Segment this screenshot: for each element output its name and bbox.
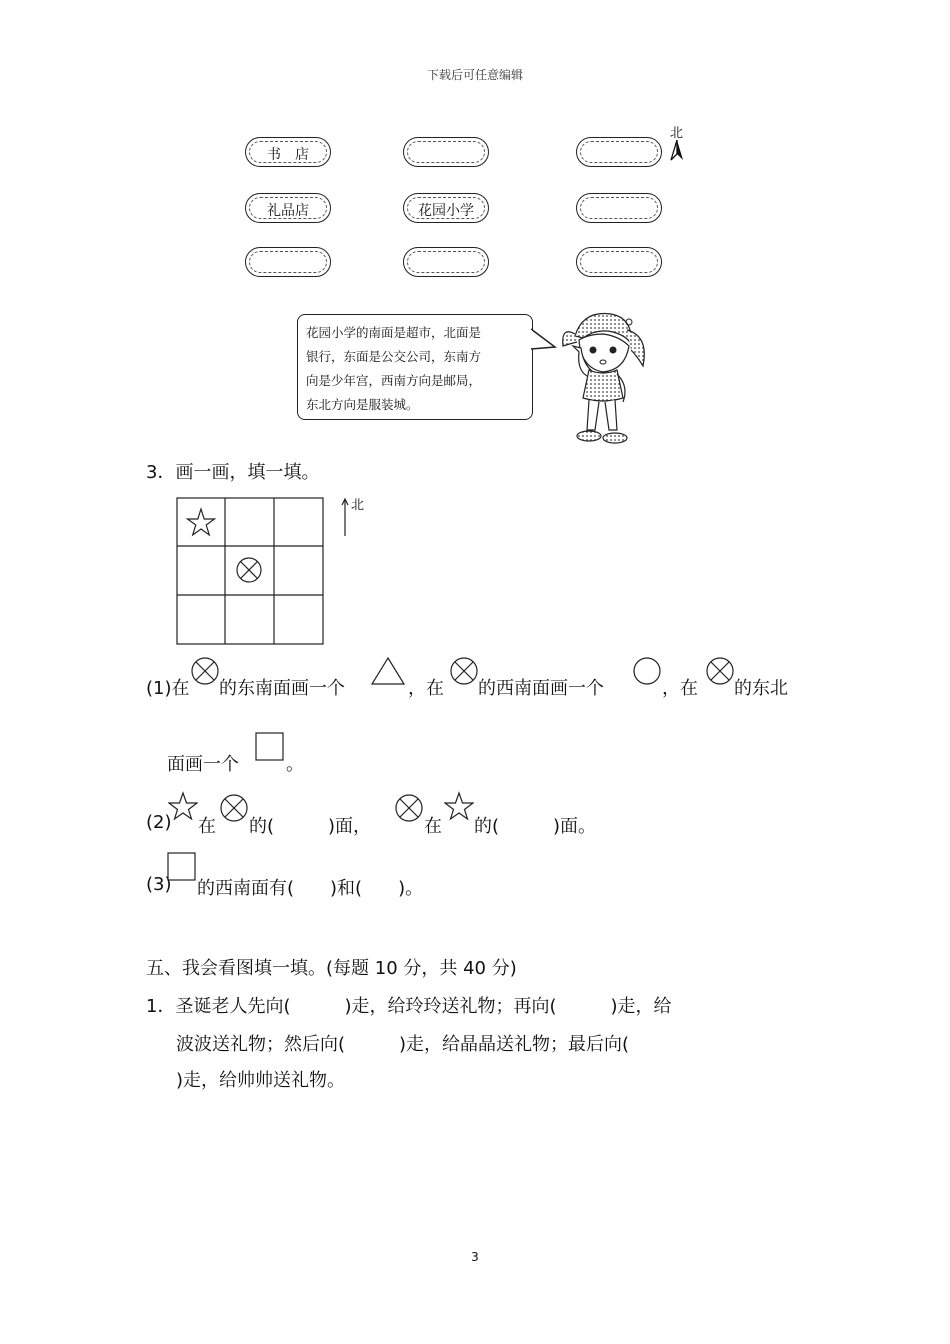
star-icon bbox=[168, 791, 198, 821]
q3-part1-text-c: ，在 bbox=[408, 678, 444, 699]
q3-part1-text-h: 。 bbox=[286, 754, 304, 775]
north-arrow-icon bbox=[669, 138, 685, 162]
q3-part1-text-b: 的东南面画一个 bbox=[219, 678, 345, 699]
bubble-line: 东北方向是服装城。 bbox=[306, 397, 419, 412]
section5-q1-line3: )走，给帅帅送礼物。 bbox=[176, 1070, 346, 1091]
map-cell-north bbox=[403, 137, 489, 167]
page-number: 3 bbox=[471, 1250, 479, 1264]
circled-cross-icon bbox=[705, 656, 735, 686]
map-cell-south bbox=[403, 247, 489, 277]
north-arrow-icon bbox=[340, 496, 350, 538]
triangle-icon bbox=[370, 656, 406, 686]
section5-title: 五、我会看图填一填。(每题 10 分，共 40 分) bbox=[146, 958, 517, 979]
map-cell-center bbox=[403, 193, 489, 223]
square-icon bbox=[167, 852, 197, 882]
map-cell-label: 书 店 bbox=[267, 147, 309, 163]
map-cell-northwest bbox=[245, 137, 331, 167]
page-header: 下载后可任意编辑 bbox=[426, 68, 523, 82]
star-icon bbox=[188, 509, 215, 535]
q3-title: 3．画一画，填一填。 bbox=[146, 462, 320, 483]
q3-grid bbox=[176, 497, 326, 647]
map-cell-southwest bbox=[245, 247, 331, 277]
q3-part2-text-b: 在 bbox=[198, 816, 216, 837]
bubble-line: 向是少年宫，西南方向是邮局， bbox=[306, 373, 482, 388]
q3-part2-text-a: (2) bbox=[146, 812, 172, 833]
q3-part2-text-c: 的( )面， bbox=[249, 816, 372, 837]
q3-part2-text-e: 的( )面。 bbox=[474, 816, 597, 837]
north-label: 北 bbox=[670, 126, 684, 141]
circled-cross-icon bbox=[449, 656, 479, 686]
q3-part1-text-a: (1)在 bbox=[146, 678, 190, 699]
q3-part1-text-e: ，在 bbox=[662, 678, 698, 699]
bubble-line: 花园小学的南面是超市，北面是 bbox=[306, 325, 482, 340]
q3-part2-text-d: 在 bbox=[424, 816, 442, 837]
north-label: 北 bbox=[351, 498, 365, 513]
girl-illustration bbox=[553, 306, 653, 452]
q3-part1-text-g: 面画一个 bbox=[167, 754, 239, 775]
map-cell-west bbox=[245, 193, 331, 223]
q3-part3-text-a: (3) bbox=[146, 874, 172, 895]
circled-cross-icon bbox=[219, 793, 249, 823]
circled-cross-icon bbox=[190, 656, 220, 686]
square-icon bbox=[255, 732, 285, 762]
speech-bubble bbox=[297, 314, 533, 420]
q3-part3-text-b: 的西南面有( )和( )。 bbox=[197, 878, 424, 899]
map-cell-label: 礼品店 bbox=[267, 203, 309, 219]
section5-q1-line1: 1．圣诞老人先向( )走，给玲玲送礼物；再向( )走，给 bbox=[146, 996, 672, 1017]
q3-part1-text-f: 的东北 bbox=[734, 678, 788, 699]
map-cell-northeast bbox=[576, 137, 662, 167]
section5-q1-line2: 波波送礼物；然后向( )走，给晶晶送礼物；最后向( bbox=[176, 1034, 630, 1055]
circled-cross-icon bbox=[394, 793, 424, 823]
circle-icon bbox=[632, 656, 662, 686]
circled-cross-icon bbox=[237, 558, 261, 582]
map-cell-east bbox=[576, 193, 662, 223]
star-icon bbox=[444, 791, 474, 821]
map-cell-southeast bbox=[576, 247, 662, 277]
bubble-line: 银行，东面是公交公司，东南方 bbox=[306, 349, 482, 364]
q3-part1-text-d: 的西南面画一个 bbox=[478, 678, 604, 699]
map-cell-label: 花园小学 bbox=[418, 203, 474, 219]
